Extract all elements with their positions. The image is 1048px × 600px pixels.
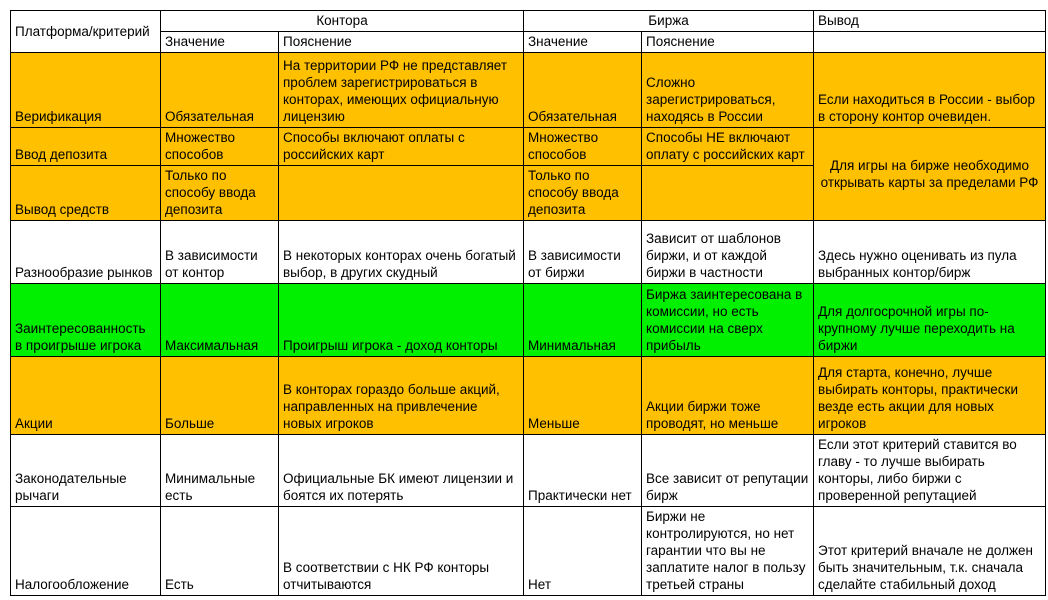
kontora-value-cell: Больше xyxy=(161,357,279,435)
criterion-cell: Законодательные рычаги xyxy=(11,435,161,507)
header-row-subcolumns xyxy=(11,32,1046,53)
header-row-groups xyxy=(11,11,1046,32)
kontora-value-cell: Только по способу ввода депозита xyxy=(161,166,279,221)
kontora-value-header: Значение xyxy=(161,32,279,53)
criterion-cell: Разнообразие рынков xyxy=(11,221,161,284)
birzha-note-cell: Сложно зарегистрироваться, находясь в России xyxy=(642,53,814,128)
conclusion-cell: Для долгосрочной игры по-крупному лучше переходить на биржи xyxy=(814,284,1046,357)
birzha-value-cell: Нет xyxy=(524,507,642,596)
kontora-note-header: Пояснение xyxy=(279,32,524,53)
criterion-cell: Верификация xyxy=(11,53,161,128)
birzha-value-cell: Только по способу ввода депозита xyxy=(524,166,642,221)
kontora-note-cell: Способы включают оплаты с российских карт xyxy=(279,128,524,166)
kontora-value-cell: Обязательная xyxy=(161,53,279,128)
birzha-note-cell: Зависит от шаблонов биржи, и от каждой биржи в частности xyxy=(642,221,814,284)
kontora-note-cell xyxy=(279,166,524,221)
kontora-value-cell: Минимальные есть xyxy=(161,435,279,507)
table-row-legal-levers xyxy=(11,435,1046,507)
birzha-note-cell: Акции биржи тоже проводят, но меньше xyxy=(642,357,814,435)
birzha-value-cell: Обязательная xyxy=(524,53,642,128)
kontora-value-cell: Есть xyxy=(161,507,279,596)
kontora-note-cell: Проигрыш игрока - доход конторы xyxy=(279,284,524,357)
conclusion-cell: Если этот критерий ставится во главу - то лучше выбирать конторы, либо биржи с проверенной репутацией xyxy=(814,435,1046,507)
kontora-value-cell: В зависимости от контор xyxy=(161,221,279,284)
conclusion-cell: Если находиться в России - выбор в сторону контор очевиден. xyxy=(814,53,1046,128)
criterion-cell: Заинтересованность в проигрыше игрока xyxy=(11,284,161,357)
table-row-promotions xyxy=(11,357,1046,435)
birzha-value-cell: Минимальная xyxy=(524,284,642,357)
criterion-cell: Налогообложение xyxy=(11,507,161,596)
birzha-note-header: Пояснение xyxy=(642,32,814,53)
table-row-verification xyxy=(11,53,1046,128)
birzha-note-cell: Биржи не контролируются, но нет гарантии что вы не заплатите налог в пользу третьей страны xyxy=(642,507,814,596)
criterion-cell: Акции xyxy=(11,357,161,435)
birzha-value-header: Значение xyxy=(524,32,642,53)
table-row-player-loss-interest xyxy=(11,284,1046,357)
table-row-markets xyxy=(11,221,1046,284)
birzha-value-cell: Практически нет xyxy=(524,435,642,507)
conclusion-cell: Здесь нужно оценивать из пула выбранных контор/бирж xyxy=(814,221,1046,284)
conclusion-cell-merged: Для игры на бирже необходимо открывать карты за пределами РФ xyxy=(814,128,1046,221)
kontora-note-cell: В конторах гораздо больше акций, направленных на привлечение новых игроков xyxy=(279,357,524,435)
birzha-note-cell: Способы НЕ включают оплату с российских карт xyxy=(642,128,814,166)
kontora-note-cell: На территории РФ не представляет проблем зарегистрироваться в конторах, имеющих официальную лицензию xyxy=(279,53,524,128)
birzha-note-cell: Биржа заинтересована в комиссии, но есть комиссии на сверх прибыль xyxy=(642,284,814,357)
kontora-note-cell: В некоторых конторах очень богатый выбор, в других скудный xyxy=(279,221,524,284)
criterion-cell: Ввод депозита xyxy=(11,128,161,166)
platform-comparison-table xyxy=(10,10,1046,596)
table-body xyxy=(11,53,1046,596)
criterion-cell: Вывод средств xyxy=(11,166,161,221)
kontora-note-cell: В соответствии с НК РФ конторы отчитываются xyxy=(279,507,524,596)
birzha-value-cell: Меньше xyxy=(524,357,642,435)
kontora-value-cell: Максимальная xyxy=(161,284,279,357)
conclusion-cell: Этот критерий вначале не должен быть значительным, т.к. сначала сделайте стабильный доход xyxy=(814,507,1046,596)
conclusion-subheader-empty xyxy=(814,32,1046,53)
table-row-taxation xyxy=(11,507,1046,596)
birzha-value-cell: В зависимости от биржи xyxy=(524,221,642,284)
kontora-note-cell: Официальные БК имеют лицензии и боятся их потерять xyxy=(279,435,524,507)
kontora-value-cell: Множество способов xyxy=(161,128,279,166)
kontora-group-header: Контора xyxy=(161,11,524,32)
birzha-value-cell: Множество способов xyxy=(524,128,642,166)
criterion-column-header: Платформа/критерий xyxy=(11,11,161,53)
conclusion-cell: Для старта, конечно, лучше выбирать конторы, практически везде есть акции для новых игроков xyxy=(814,357,1046,435)
birzha-note-cell: Все зависит от репутации бирж xyxy=(642,435,814,507)
table-header xyxy=(11,11,1046,53)
conclusion-column-header: Вывод xyxy=(814,11,1046,32)
table-row-deposit xyxy=(11,128,1046,166)
birzha-note-cell xyxy=(642,166,814,221)
birzha-group-header: Биржа xyxy=(524,11,814,32)
